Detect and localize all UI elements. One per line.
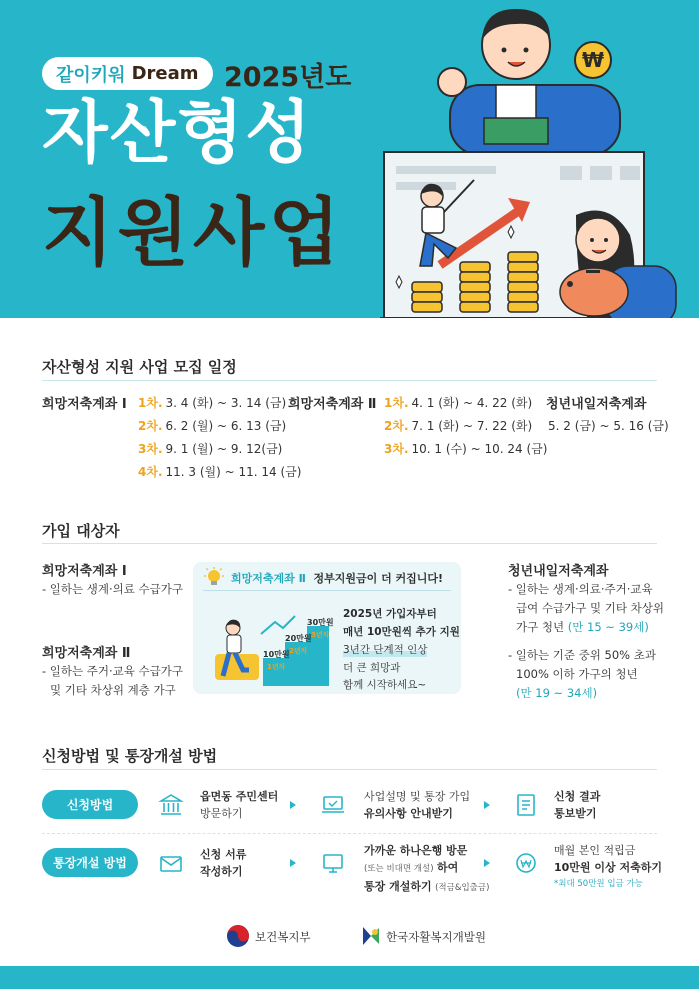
org2-name: 한국자활복지개발원 [386, 930, 486, 944]
stairs-illustration [203, 600, 333, 686]
hero-tag-text: Dream [131, 63, 199, 84]
hero-banner [0, 0, 699, 318]
eligibility-youth-b1: - 일하는 기준 중위 50% 초과 [508, 648, 656, 662]
lightbulb-icon [203, 566, 225, 588]
box-line5: 함께 시작하세요~ [343, 679, 427, 691]
arrow-right-icon [484, 859, 490, 867]
eligibility-youth-a2: 급여 수급가구 및 기타 차상위 [516, 601, 664, 615]
box-divider [203, 590, 451, 591]
org1-name: 보건복지부 [255, 930, 311, 944]
schedule-row: 5. 2 (금) ~ 5. 16 (금) [548, 419, 669, 433]
step-amount: 20만원 [285, 634, 312, 643]
apply-step1: 읍면동 주민센터 방문하기 [200, 790, 279, 820]
kdissw-logo [360, 925, 382, 947]
box-line4: 더 큰 희망과 [343, 662, 401, 674]
eligibility-hope2-name: 희망저축계좌 Ⅱ [42, 646, 131, 661]
schedule-row: 3차. 9. 1 (월) ~ 9. 12(금) [138, 442, 283, 456]
apply-method-pill: 신청방법 [42, 790, 138, 819]
arrow-right-icon [290, 859, 296, 867]
mohw-logo [226, 924, 250, 948]
schedule-divider [42, 380, 657, 381]
laptop-icon [320, 792, 346, 818]
footer-bar [0, 966, 699, 989]
step-year: 1년차 [267, 663, 286, 671]
hero-tag-accent: 같이키워 [56, 64, 126, 86]
account-step2: 가까운 하나은행 방문 (또는 비대면 개설) 하여 통장 개설하기 (적금&입출금) [364, 844, 490, 893]
hero-title-line2: 지원사업 [42, 190, 344, 276]
step-amount: 30만원 [307, 618, 334, 627]
hero-illustration [380, 0, 699, 318]
won-coin-icon: ₩ [581, 48, 605, 72]
envelope-icon [158, 850, 184, 876]
box-line2: 매년 10만원씩 추가 지원 [343, 626, 460, 638]
schedule-row: 2차. 7. 1 (화) ~ 7. 22 (화) [384, 419, 533, 433]
box-head: 희망저축계좌 Ⅱ 정부지원금이 더 커집니다! [231, 572, 444, 585]
schedule-program-youth: 청년내일저축계좌 [546, 397, 647, 412]
hero-tag [42, 57, 213, 90]
schedule-program-hope2: 희망저축계좌 Ⅱ [288, 397, 377, 412]
account-open-pill: 통장개설 방법 [42, 848, 138, 877]
eligibility-youth-a1: - 일하는 생계·의료·주거·교육 [508, 582, 653, 596]
eligibility-youth-a3: 가구 청년 (만 15 ~ 39세) [516, 620, 649, 634]
eligibility-youth-name: 청년내일저축계좌 [508, 564, 609, 579]
schedule-row: 1차. 4. 1 (화) ~ 4. 22 (화) [384, 396, 533, 410]
box-line3: 3년간 단계적 인상 [343, 644, 428, 656]
eligibility-youth-b3: (만 19 ~ 34세) [516, 686, 598, 700]
step-year: 3년차 [311, 631, 330, 639]
schedule-row: 1차. 3. 4 (화) ~ 3. 14 (금) [138, 396, 287, 410]
schedule-title: 자산형성 지원 사업 모집 일정 [42, 358, 237, 376]
building-icon [158, 792, 184, 818]
arrow-right-icon [484, 801, 490, 809]
arrow-right-icon [290, 801, 296, 809]
schedule-row: 2차. 6. 2 (월) ~ 6. 13 (금) [138, 419, 287, 433]
apply-step2: 사업설명 및 통장 가입 유의사항 안내받기 [364, 790, 471, 820]
account-step1: 신청 서류 작성하기 [200, 848, 247, 878]
apply-title: 신청방법 및 통장개설 방법 [42, 747, 218, 765]
eligibility-hope1-desc: - 일하는 생계·의료 수급가구 [42, 582, 183, 596]
box-line1: 2025년 가입자부터 [343, 608, 437, 620]
eligibility-youth-b2: 100% 이하 가구의 청년 [516, 667, 638, 681]
apply-row-divider [42, 833, 657, 834]
monitor-icon [320, 850, 346, 876]
hero-title-line1: 자산형성 [42, 94, 313, 173]
step-year: 2년차 [289, 647, 308, 655]
schedule-row: 3차. 10. 1 (수) ~ 10. 24 (금) [384, 442, 548, 456]
schedule-program-hope1: 희망저축계좌 Ⅰ [42, 397, 127, 412]
eligibility-title: 가입 대상자 [42, 522, 120, 540]
schedule-row: 4차. 11. 3 (월) ~ 11. 14 (금) [138, 465, 302, 479]
hero-year: 2025년도 [224, 62, 352, 93]
hope2-highlight-box [193, 562, 461, 694]
apply-divider [42, 769, 657, 770]
eligibility-divider [42, 543, 657, 544]
eligibility-hope2-desc2: 및 기타 차상위 계층 가구 [50, 683, 176, 697]
eligibility-hope1-name: 희망저축계좌 Ⅰ [42, 564, 127, 579]
eligibility-hope2-desc1: - 일하는 주거·교육 수급가구 [42, 664, 183, 678]
account-step3: 매월 본인 적립금 10만원 이상 저축하기 *최대 50만원 입금 가능 [554, 844, 662, 889]
document-icon [513, 792, 539, 818]
won-cycle-icon [513, 850, 539, 876]
step-amount: 10만원 [263, 650, 290, 659]
apply-step3: 신청 결과 통보받기 [554, 790, 601, 820]
